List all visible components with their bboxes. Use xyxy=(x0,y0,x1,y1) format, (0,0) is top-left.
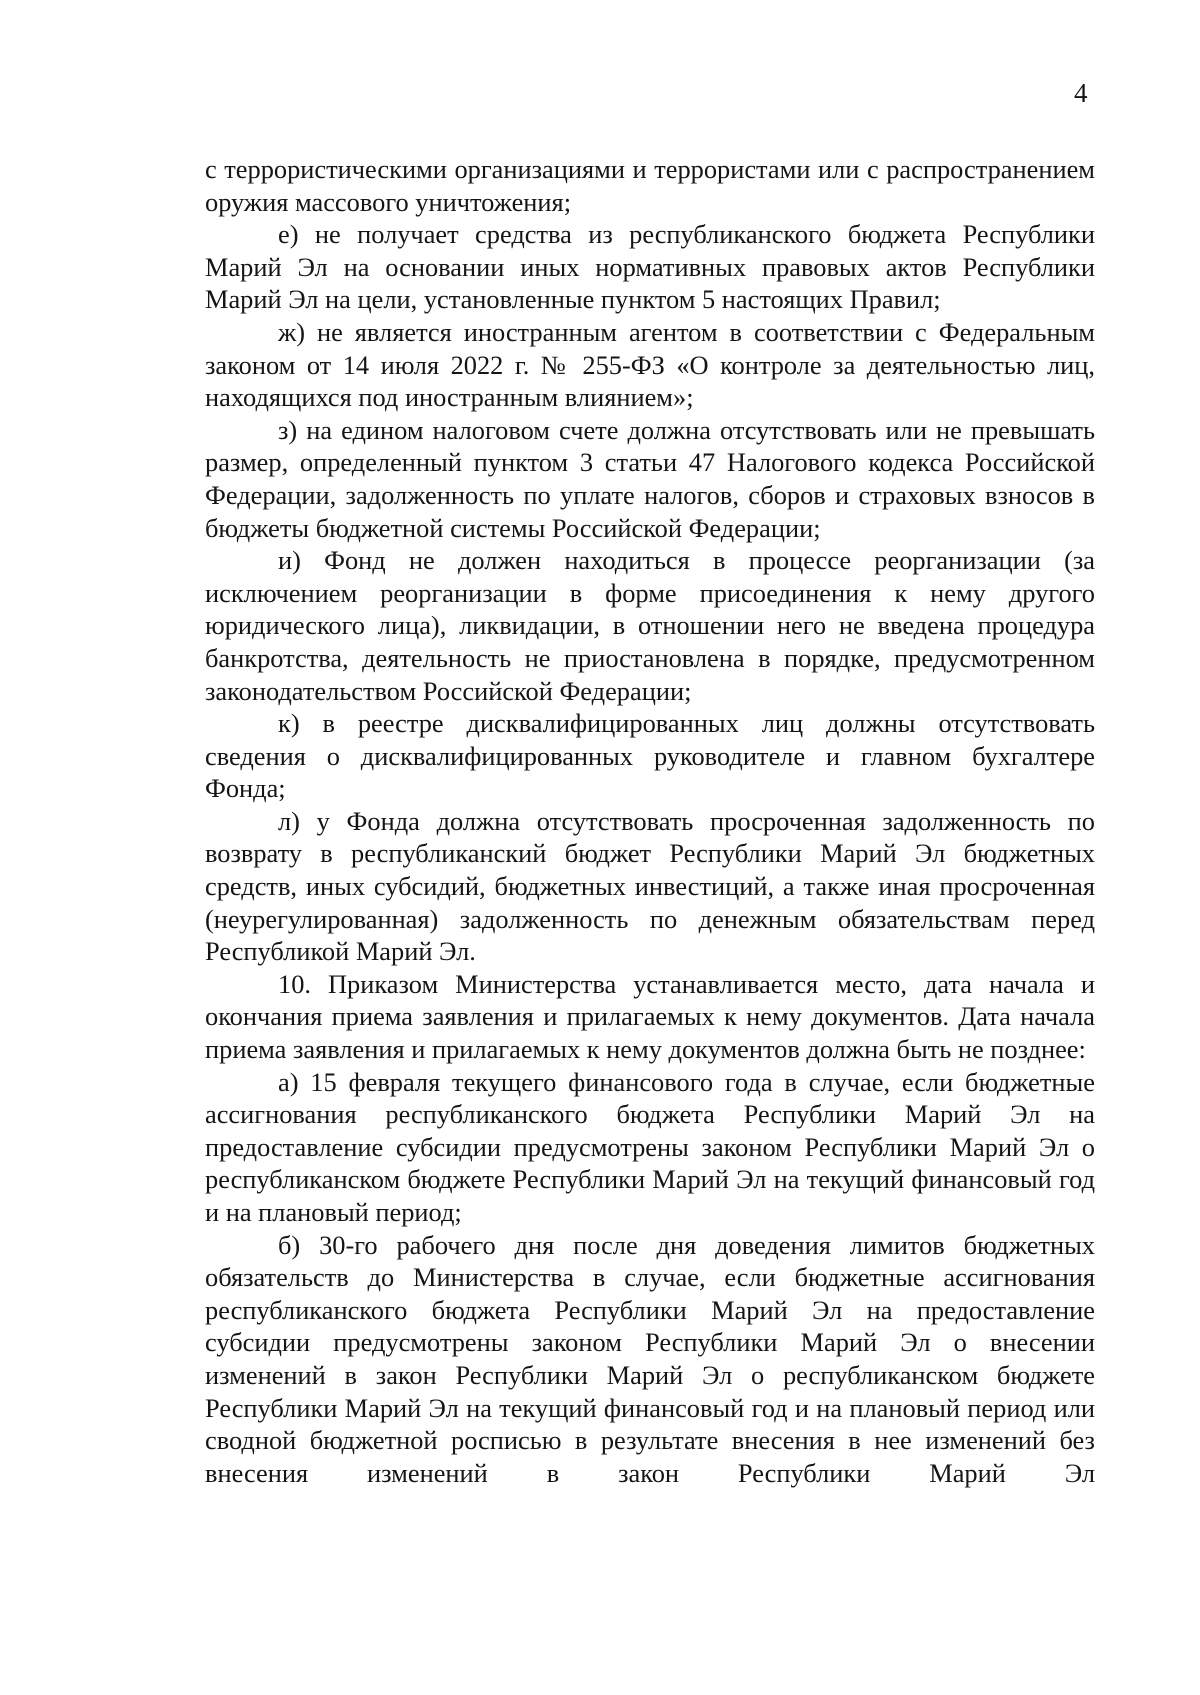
page-number: 4 xyxy=(1074,78,1088,108)
paragraph-item-l: л) у Фонда должна отсутствовать просроченная задолженность по возврату в республиканский бюджет Республики Марий Эл бюджетных средств, иных субсидий, бюджетных инвестиций, а также иная просроченная (неурегулированная) задолженность по денежным обязательствам перед Республикой Марий Эл. xyxy=(205,805,1095,967)
document-body xyxy=(205,153,1095,1489)
paragraph-item-z: з) на едином налоговом счете должна отсутствовать или не превышать размер, определенный пунктом 3 статьи 47 Налогового кодекса Российской Федерации, задолженность по уплате налогов, сборов и страховых взносов в бюджеты бюджетной системы Российской Федерации; xyxy=(205,414,1095,543)
paragraph-continuation: с террористическими организациями и террористами или с распространением оружия массового уничтожения; xyxy=(205,154,1095,217)
paragraph-item-a: а) 15 февраля текущего финансового года в случае, если бюджетные ассигнования республиканского бюджета Республики Марий Эл на предоставление субсидии предусмотрены законом Республики Марий Эл о республиканском бюджете Республики Марий Эл на текущий финансовый год и на плановый период; xyxy=(205,1066,1095,1227)
paragraph-item-i: и) Фонд не должен находиться в процессе реорганизации (за исключением реорганизации в форме присоединения к нему другого юридического лица), ликвидации, в отношении него не введена процедура банкротства, деятельность не приостановлена в порядке, предусмотренном законодательством Российской Федерации; xyxy=(205,545,1095,706)
paragraph-item-b: б) 30-го рабочего дня после дня доведения лимитов бюджетных обязательств до Министерства в случае, если бюджетные ассигнования республиканского бюджета Республики Марий Эл на предоставление субсидии предусмотрены законом Республики Марий Эл о внесении изменений в закон Республики Марий Эл о республиканском бюджете Республики Марий Эл на текущий финансовый год и на плановый период или сводной бюджетной росписью в результате внесения в нее изменений без внесения изменений в закон Республики Марий Эл xyxy=(205,1229,1095,1488)
paragraph-item-k: к) в реестре дисквалифицированных лиц должны отсутствовать сведения о дисквалифицированных руководителе и главном бухгалтере Фонда; xyxy=(205,708,1095,804)
paragraph-clause-10: 10. Приказом Министерства устанавливается место, дата начала и окончания приема заявления и прилагаемых к нему документов. Дата начала приема заявления и прилагаемых к нему документов должна быть не позднее: xyxy=(205,968,1095,1065)
paragraph-item-zh: ж) не является иностранным агентом в соответствии с Федеральным законом от 14 июля 2022 г. № 255-ФЗ «О контроле за деятельностью лиц, находящихся под иностранным влиянием»; xyxy=(205,316,1095,413)
paragraph-item-e: е) не получает средства из республиканского бюджета Республики Марий Эл на основании иных нормативных правовых актов Республики Марий Эл на цели, установленные пунктом 5 настоящих Правил; xyxy=(205,219,1095,315)
